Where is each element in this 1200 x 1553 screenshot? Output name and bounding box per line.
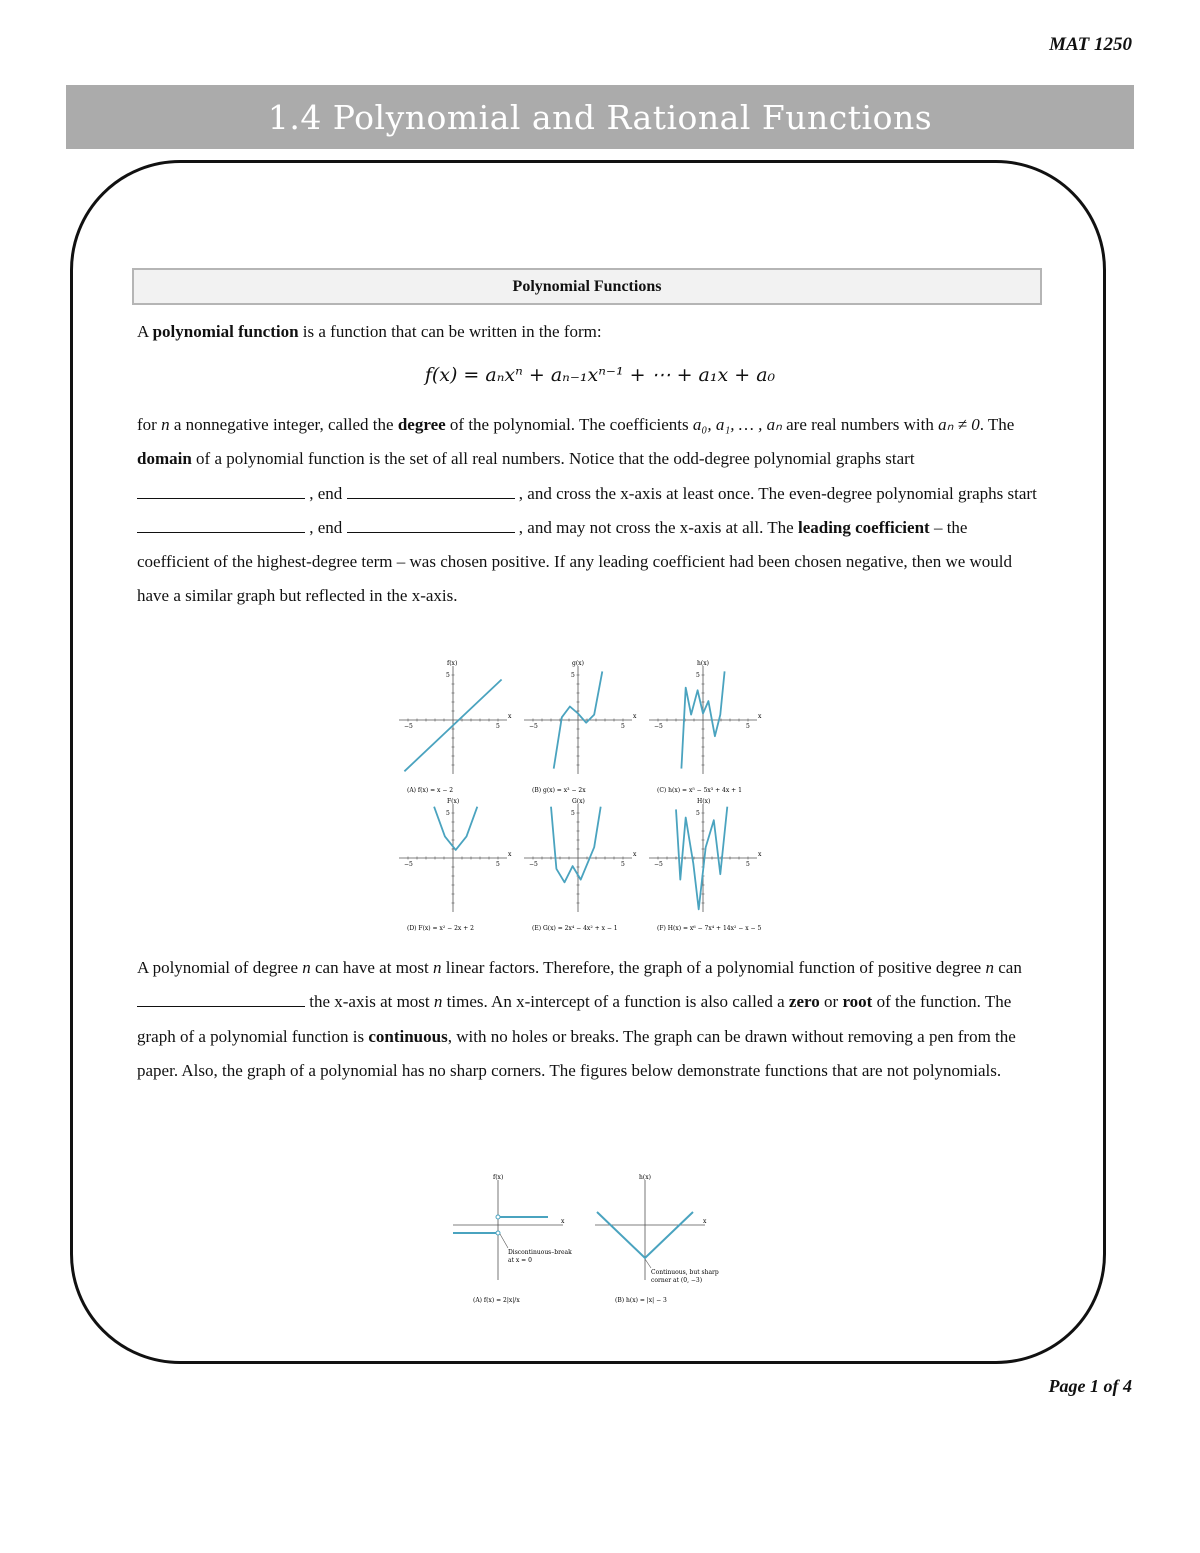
graph-tick-label: 5 xyxy=(496,723,500,730)
graph-axis-label: G(x) xyxy=(572,798,585,805)
graph-tick-label: 5 xyxy=(446,810,450,817)
nonpoly-b-note1: Continuous, but sharp xyxy=(651,1269,719,1276)
fill-blank-cross[interactable] xyxy=(137,992,305,1007)
page-number: Page 1 of 4 xyxy=(1048,1376,1132,1396)
course-code: MAT 1250 xyxy=(1049,34,1132,55)
graph-caption: (B) g(x) = x³ − 2x xyxy=(532,787,586,794)
graph-x-label: x xyxy=(758,713,762,720)
graph-tick-label: −5 xyxy=(654,723,663,730)
graph-caption: (C) h(x) = x⁵ − 5x³ + 4x + 1 xyxy=(657,787,742,794)
polynomial-graph-4 xyxy=(399,798,512,932)
intro-text-a: A xyxy=(137,322,153,341)
graph-x-label: x xyxy=(758,851,762,858)
term-degree: degree xyxy=(397,415,446,434)
graph-tick-label: 5 xyxy=(446,672,450,679)
graph-tick-label: −5 xyxy=(404,861,413,868)
graph-tick-label: 5 xyxy=(621,723,625,730)
term-root: root xyxy=(842,992,873,1012)
coefficients: a₀, a₁, … , aₙ xyxy=(692,415,782,434)
graph-x-label: x xyxy=(633,713,637,720)
fill-blank-odd-end[interactable] xyxy=(347,484,515,499)
polynomial-graph-1 xyxy=(399,660,512,794)
graph-tick-label: 5 xyxy=(696,810,700,817)
nonpoly-b-caption: (B) h(x) = |x| − 3 xyxy=(615,1297,667,1304)
polynomial-graph-3 xyxy=(649,660,762,794)
nonpoly-graph-b xyxy=(595,1174,719,1304)
graph-axis-label: h(x) xyxy=(697,660,709,667)
graph-caption: (E) G(x) = 2x⁴ − 4x² + x − 1 xyxy=(532,925,618,932)
graph-x-label: x xyxy=(508,713,512,720)
graph-tick-label: 5 xyxy=(571,810,575,817)
definition-paragraph: for n a nonnegative integer, called the degree of the polynomial. The coefficients a₀, a₁, … , aₙ are real numbers with aₙ ≠ 0. The domain of a polynomial function is the set of all real numbers. Notice that the odd-degree polynomial graphs start , end , and cross the x-axis at least once. The even-degree polynomial graphs start , end , and may not cross the x-axis at all. The leading coefficient – the coefficient of the highest-degree term – was chosen positive. If any leading coefficient had been chosen negative, then we would have a similar graph but reflected in the x-axis. xyxy=(137,415,1037,606)
graph-x-label: x xyxy=(508,851,512,858)
nonpoly-graph-a xyxy=(453,1174,572,1304)
polynomial-graph-5 xyxy=(524,798,637,932)
nonpoly-a-caption: (A) f(x) = 2|x|/x xyxy=(473,1297,520,1304)
title-bar xyxy=(66,85,1134,149)
graph-axis-label: g(x) xyxy=(572,660,584,667)
svg-text:x: x xyxy=(561,1218,565,1225)
graph-curve xyxy=(551,807,601,883)
graph-tick-label: 5 xyxy=(746,861,750,868)
nonpoly-a-axis: f(x) xyxy=(493,1174,504,1181)
fill-blank-even-end[interactable] xyxy=(347,518,515,533)
polynomial-graph-6 xyxy=(649,798,762,932)
graph-tick-label: −5 xyxy=(404,723,413,730)
graph-caption: (A) f(x) = x − 2 xyxy=(407,787,454,794)
graph-tick-label: −5 xyxy=(529,861,538,868)
nonpoly-a-note2: at x = 0 xyxy=(508,1257,532,1264)
graph-x-label: x xyxy=(633,851,637,858)
term-continuous: continuous xyxy=(368,1026,448,1046)
graph-tick-label: 5 xyxy=(696,672,700,679)
intro-text-rest: is a function that can be written in the form: xyxy=(298,322,602,341)
graph-axis-label: F(x) xyxy=(447,798,460,805)
var-n: n xyxy=(161,415,170,434)
graph-curve xyxy=(434,807,477,850)
section-heading: Polynomial Functions xyxy=(132,268,1042,305)
page-title: 1.4 Polynomial and Rational Functions xyxy=(267,97,933,137)
fill-blank-odd-start[interactable] xyxy=(137,484,305,499)
graph-tick-label: 5 xyxy=(621,861,625,868)
roots-paragraph: A polynomial of degree n can have at most n linear factors. Therefore, the graph of a polynomial function of positive degree n can the x-axis at most n times. An x-intercept of a function is also called a zero or root of the function. The graph of a polynomial function is continuous, with no holes or breaks. The graph can be drawn without removing a pen from the paper. Also, the graph of a polynomial has no sharp corners. The figures below demonstrate functions that are not polynomials. xyxy=(137,958,1022,1080)
nonpoly-b-axis: h(x) xyxy=(639,1174,651,1181)
graph-axis-label: H(x) xyxy=(697,798,711,805)
graph-caption: (D) F(x) = x² − 2x + 2 xyxy=(407,925,474,932)
graph-tick-label: 5 xyxy=(746,723,750,730)
graph-caption: (F) H(x) = x⁶ − 7x⁴ + 14x² − x − 5 xyxy=(657,925,762,932)
graph-tick-label: −5 xyxy=(654,861,663,868)
non-polynomial-figure xyxy=(445,1170,745,1310)
nonpoly-b-note2: corner at (0, −3) xyxy=(651,1277,703,1284)
term-zero: zero xyxy=(788,992,820,1012)
term-domain: domain xyxy=(137,449,192,469)
leading-condition: aₙ ≠ 0 xyxy=(938,415,980,434)
graph-tick-label: 5 xyxy=(496,861,500,868)
graph-axis-label: f(x) xyxy=(447,660,458,667)
graph-tick-label: −5 xyxy=(529,723,538,730)
nonpoly-a-note1: Discontinuous–break xyxy=(508,1249,572,1256)
graph-tick-label: 5 xyxy=(571,672,575,679)
svg-text:x: x xyxy=(703,1218,707,1225)
intro-paragraph xyxy=(137,315,1037,349)
polynomial-graph-2 xyxy=(524,660,637,794)
term-polynomial-function: polynomial function xyxy=(152,322,299,341)
polynomial-graphs-figure xyxy=(395,660,780,936)
polynomial-formula: f(x) = aₙxⁿ + aₙ₋₁xⁿ⁻¹ + ⋯ + a₁x + a₀ xyxy=(424,364,776,386)
term-leading-coefficient: leading coefficient xyxy=(797,517,930,537)
fill-blank-even-start[interactable] xyxy=(137,518,305,533)
